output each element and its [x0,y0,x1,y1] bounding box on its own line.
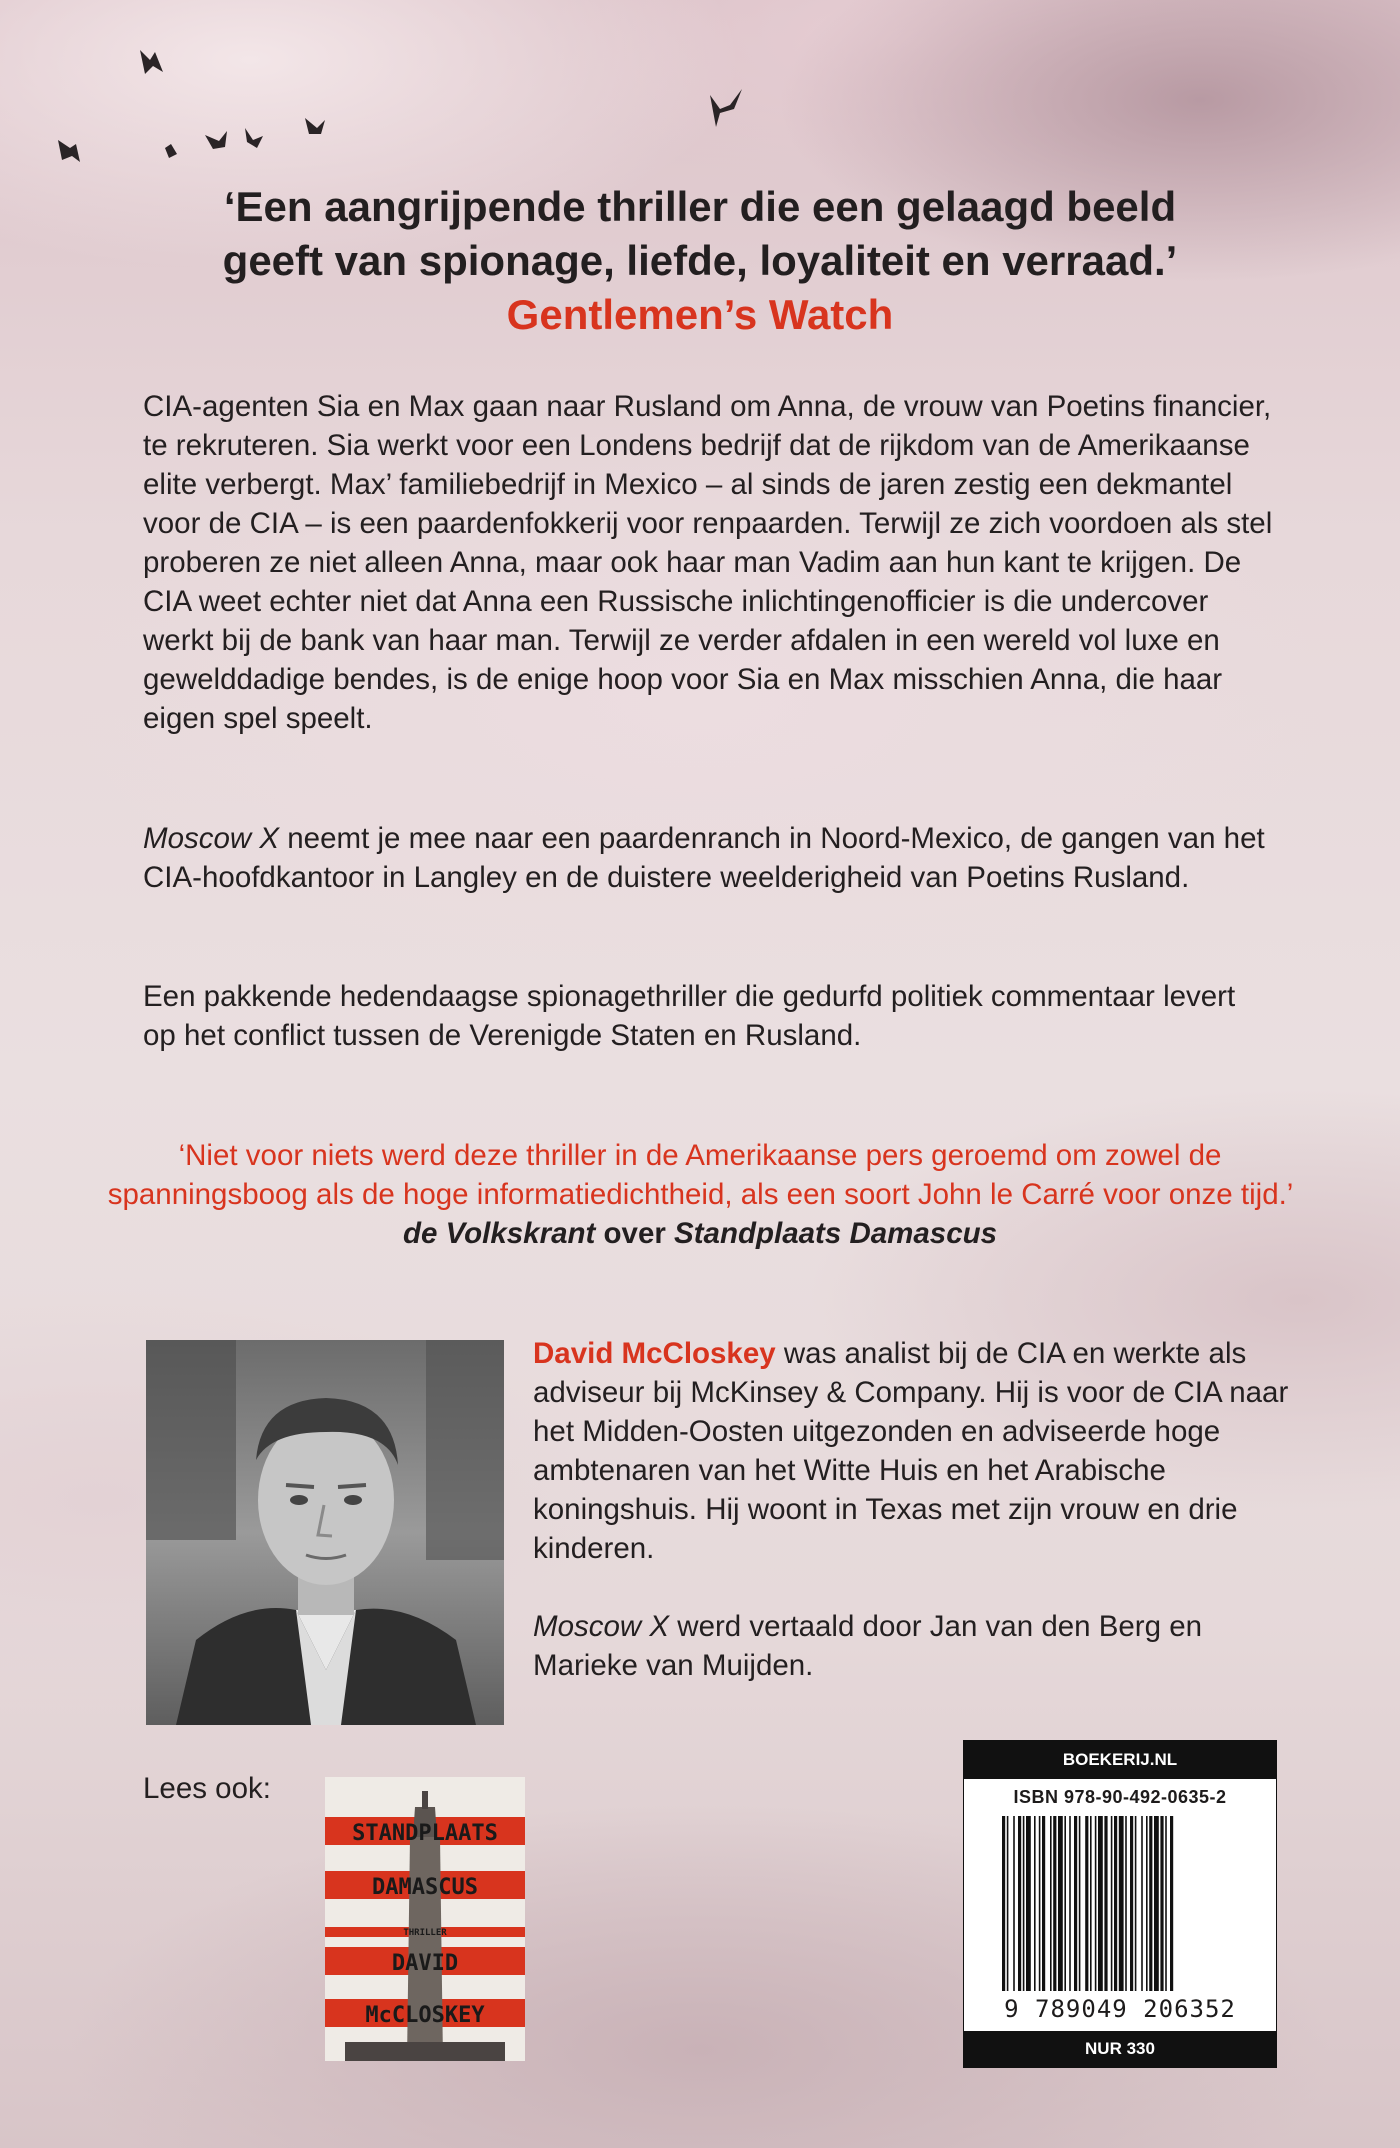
quote-line-1: ‘Een aangrijpende thriller die een gelaagd beeld [223,183,1177,230]
publisher-site: BOEKERIJ.NL [964,1741,1276,1779]
author-bio [533,1334,1303,1724]
synopsis-text-2: neemt je mee naar een paardenranch in Noord-Mexico, de gangen van het CIA-hoofdkantoor in Langley en de duistere weelderigheid van Poetins Rusland. [143,822,1265,894]
nur-code: NUR 330 [964,2031,1276,2067]
thumb-title-line2: DAMASCUS [372,1875,478,1900]
synopsis-text-1: CIA-agenten Sia en Max gaan naar Rusland om Anna, de vrouw van Poetins financier, te rekruteren. Sia werkt voor een Londens bedrijf dat de rijkdom van de Amerikaanse elite verbergt. Max’ familiebedrijf in Mexico – al sinds de jaren zestig een dekmantel voor de CIA – is een paardenfokkerij voor renpaarden. Terwijl ze zich voordoen als stel proberen ze niet alleen Anna, maar ook haar man Vadim aan hun kant te krijgen. De CIA weet echter niet dat Anna een Russische inlichtingenofficier is die undercover werkt bij de bank van haar man. Terwijl ze verder afdalen in een wereld vol luxe en gewelddadige bendes, is de enige hoop voor Sia en Max misschien Anna, die haar eigen spel speelt. [143,390,1273,735]
press-review [100,1136,1300,1253]
standplaats-damascus-cover [325,1777,525,2061]
synopsis-paragraph-2 [143,819,1273,897]
author-name: David McCloskey [533,1337,776,1370]
translation-book-title: Moscow X [533,1610,670,1643]
synopsis-paragraph-1 [143,387,1273,738]
book-title-italic: Moscow X [143,822,280,855]
barcode-panel [963,1740,1277,2068]
barcode-number: 9 789049 206352 [1004,1995,1236,2023]
review-book: Standplaats Damascus [674,1217,998,1250]
synopsis-text-3: Een pakkende hedendaagse spionagethriller die gedurfd politiek commentaar levert op het conflict tussen de Verenigde Staten en Rusland. [143,980,1236,1052]
isbn-label: ISBN 978-90-492-0635-2 [1013,1787,1227,1807]
quote-source: Gentlemen’s Watch [506,291,894,338]
review-over: over [595,1217,675,1250]
thumb-title-line1: STANDPLAATS [352,1821,498,1846]
thumb-author-line1: DAVID [391,1951,459,1976]
author-photo [146,1340,504,1725]
synopsis-paragraph-3 [143,977,1273,1055]
also-read-label: Lees ook: [143,1772,271,1805]
translation-credit: werd vertaald door Jan van den Berg en Marieke van Muijden. [533,1610,1203,1682]
thumb-author-line2: McCLOSKEY [365,2003,485,2028]
barcode-bars [1002,1816,1242,1991]
cover-quote [100,180,1300,342]
thumb-genre: THRILLER [403,1928,447,1938]
quote-line-2: geeft van spionage, liefde, loyaliteit en verraad.’ [222,237,1178,284]
author-portrait-illustration [146,1340,504,1725]
review-text: ‘Niet voor niets werd deze thriller in de Amerikaanse pers geroemd om zowel de spanningsboog als de hoge informatiedichtheid, als een soort John le Carré voor onze tijd.’ [107,1139,1293,1211]
also-read-book-cover[interactable] [325,1777,525,2061]
author-bio-text: was analist bij de CIA en werkte als adviseur bij McKinsey & Company. Hij is voor de CIA naar het Midden-Oosten uitgezonden en adviseerde hoge ambtenaren van het Witte Huis en het Arabische koningshuis. Hij woont in Texas met zijn vrouw en drie kinderen. [533,1337,1289,1565]
review-publication: de Volkskrant [402,1217,596,1250]
